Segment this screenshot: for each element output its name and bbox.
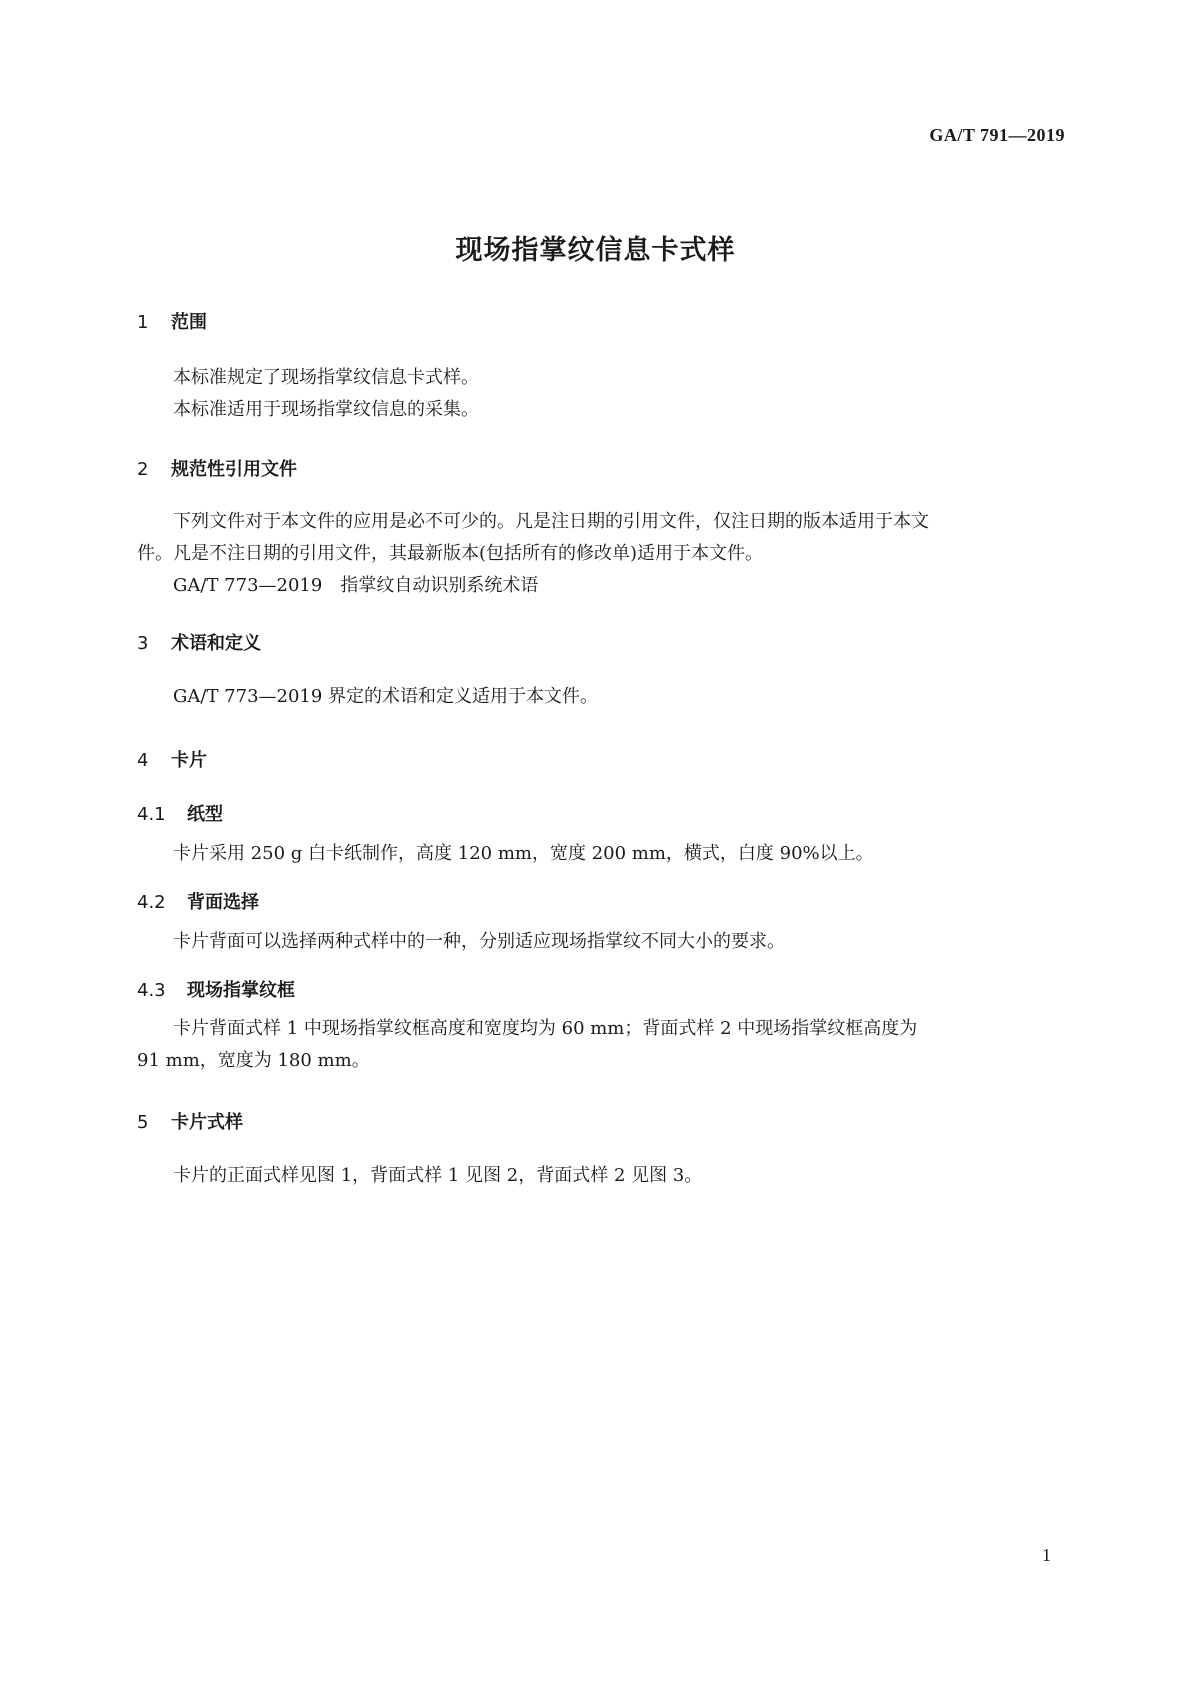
paragraph: GA/T 773—2019 界定的术语和定义适用于本文件。 <box>173 686 599 707</box>
section-5-body <box>137 1160 1057 1192</box>
section-title: 卡片式样 <box>171 1112 243 1133</box>
page-number: 1 <box>1042 1545 1051 1565</box>
section-heading-4 <box>137 746 207 772</box>
subsection-number: 4.2 <box>137 892 166 913</box>
paragraph: 本标准规定了现场指掌纹信息卡式样。 <box>173 367 479 388</box>
paragraph: 卡片背面可以选择两种式样中的一种，分别适应现场指掌纹不同大小的要求。 <box>173 931 785 952</box>
section-number: 5 <box>137 1112 149 1133</box>
paragraph-line: 卡片背面式样 1 中现场指掌纹框高度和宽度均为 60 mm；背面式样 2 中现场指掌纹框高度为 <box>173 1018 918 1039</box>
subsection-number: 4.3 <box>137 980 166 1001</box>
section-number: 4 <box>137 750 149 771</box>
paragraph: 卡片的正面式样见图 1，背面式样 1 见图 2，背面式样 2 见图 3。 <box>173 1165 703 1186</box>
subsection-heading-4-2 <box>137 888 259 914</box>
section-heading-3 <box>137 629 261 655</box>
paragraph: 本标准适用于现场指掌纹信息的采集。 <box>173 399 479 420</box>
subsection-number: 4.1 <box>137 804 166 825</box>
paragraph-line: 件。凡是不注日期的引用文件，其最新版本(包括所有的修改单)适用于本文件。 <box>137 543 764 564</box>
subsection-title: 背面选择 <box>187 892 259 913</box>
subsection-4-1-body <box>137 838 1057 870</box>
section-title: 术语和定义 <box>171 633 261 654</box>
section-2-body <box>137 506 1057 602</box>
section-number: 3 <box>137 633 149 654</box>
paragraph-line: 91 mm，宽度为 180 mm。 <box>137 1050 370 1071</box>
section-1-body <box>137 362 1057 426</box>
paragraph-line: 下列文件对于本文件的应用是必不可少的。凡是注日期的引用文件，仅注日期的版本适用于本文 <box>173 511 929 532</box>
subsection-title: 现场指掌纹框 <box>187 980 295 1001</box>
subsection-heading-4-1 <box>137 800 223 826</box>
section-title: 范围 <box>171 312 207 333</box>
section-heading-1 <box>137 308 207 334</box>
subsection-title: 纸型 <box>187 804 223 825</box>
standard-code: GA/T 791—2019 <box>929 125 1065 145</box>
subsection-4-3-body <box>137 1013 1057 1077</box>
section-heading-5 <box>137 1108 243 1134</box>
section-title: 卡片 <box>171 750 207 771</box>
section-3-body <box>137 681 1057 713</box>
document-title: 现场指掌纹信息卡式样 <box>455 235 736 266</box>
section-number: 1 <box>137 312 149 333</box>
normative-reference: GA/T 773—2019 指掌纹自动识别系统术语 <box>173 575 539 596</box>
paragraph: 卡片采用 250 g 白卡纸制作，高度 120 mm，宽度 200 mm，横式，白度 90%以上。 <box>173 843 874 864</box>
section-title: 规范性引用文件 <box>171 459 297 480</box>
subsection-4-2-body <box>137 926 1057 958</box>
section-heading-2 <box>137 455 297 481</box>
section-number: 2 <box>137 459 149 480</box>
subsection-heading-4-3 <box>137 976 295 1002</box>
